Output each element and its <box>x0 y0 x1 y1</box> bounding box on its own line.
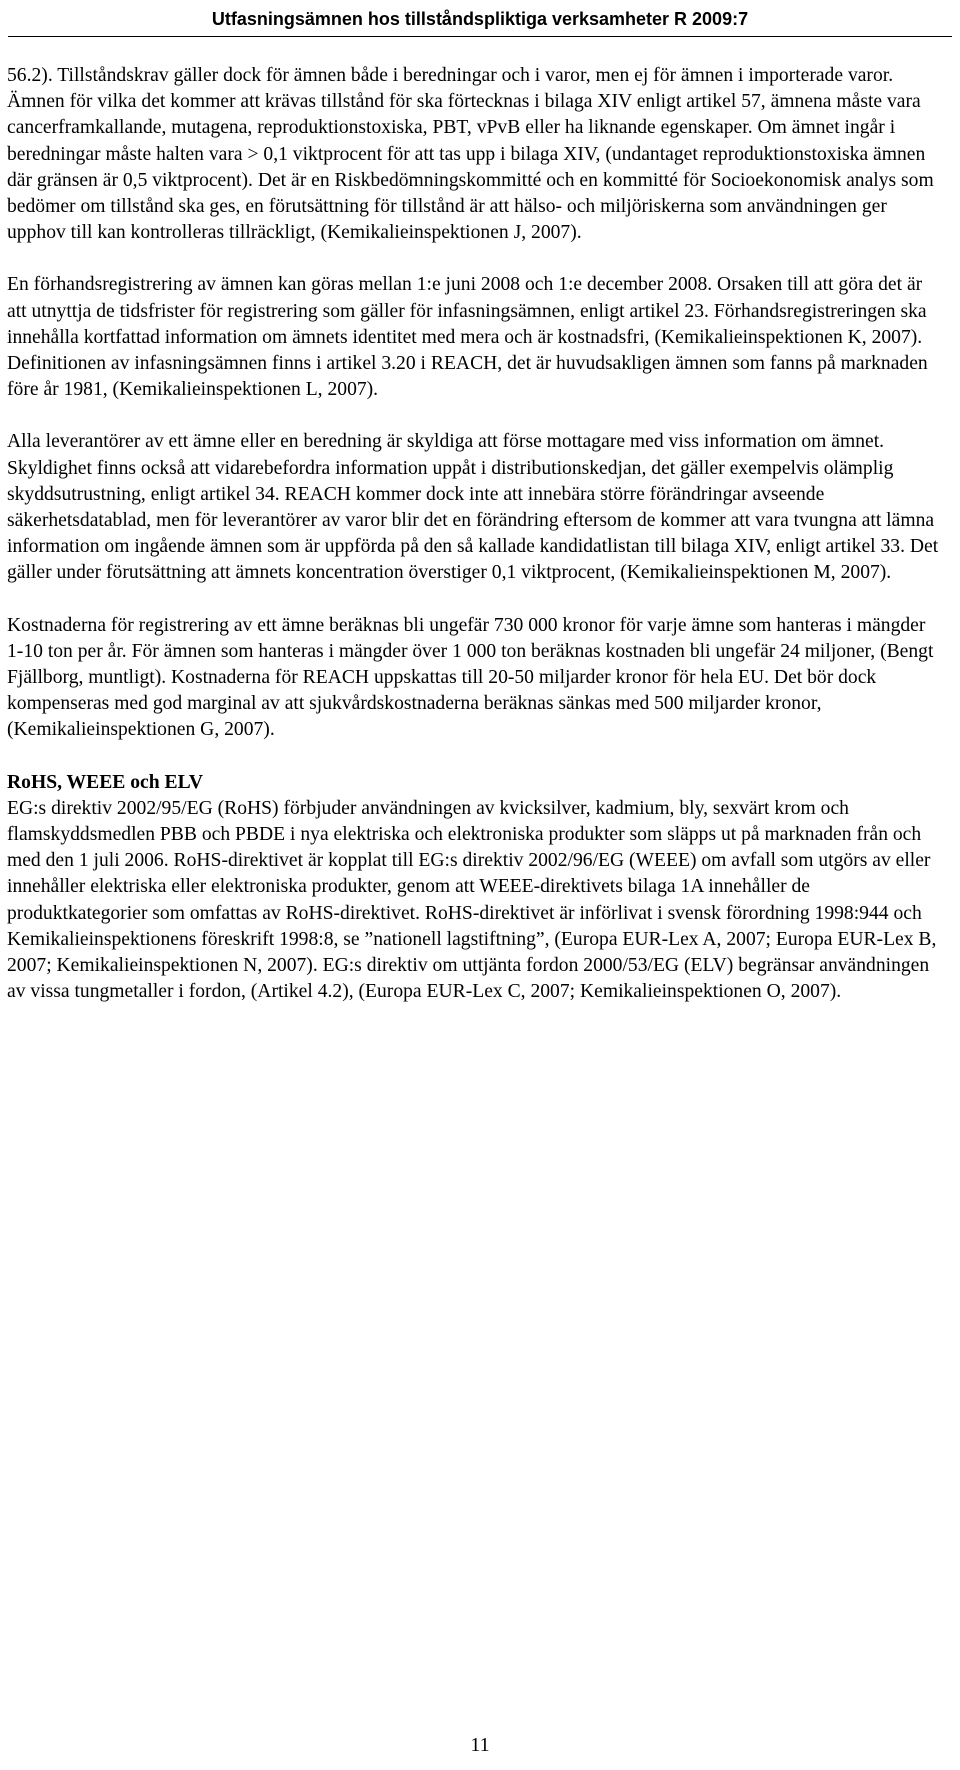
paragraph-supplier-information: Alla leverantörer av ett ämne eller en beredning är skyldiga att förse mottagare med viss information om ämnet. Skyldighet finns också att vidarebefordra information uppåt i distributionskedjan, det gäller exempelvis olämplig skyddsutrustning, enligt artikel 34. REACH kommer dock inte att innebära större förändringar avseende säkerhetsdatablad, men för leverantörer av varor blir det en förändring eftersom de kommer att vara tvungna att lämna information om ingående ämnen som är uppförda på den så kallade kandidatlistan till bilaga XIV, enligt artikel 33. Det gäller under förutsättning att ämnets koncentration överstiger 0,1 viktprocent, (Kemikalieinspektionen M, 2007). <box>7 431 939 584</box>
paragraph-rohs-weee-elv: EG:s direktiv 2002/95/EG (RoHS) förbjuder användningen av kvicksilver, kadmium, bly, sexvärt krom och flamskyddsmedlen PBB och PBDE i nya elektriska och elektroniska produkter som släpps ut på marknaden från och med den 1 juli 2006. RoHS-direktivet är kopplat till EG:s direktiv 2002/96/EG (WEEE) om avfall som utgörs av eller innehåller elektriska eller elektroniska produkter, genom att WEEE-direktivets bilaga 1A innehåller de produktkategorier som omfattas av RoHS-direktivet. RoHS-direktivet är införlivat i svensk förordning 1998:944 och Kemikalieinspektionens föreskrift 1998:8, se ”nationell lagstiftning”, (Europa EUR-Lex A, 2007; Europa EUR-Lex B, 2007; Kemikalieinspektionen N, 2007). EG:s direktiv om uttjänta fordon 2000/53/EG (ELV) begränsar användningen av vissa tungmetaller i fordon, (Artikel 4.2), (Europa EUR-Lex C, 2007; Kemikalieinspektionen O, 2007). <box>7 797 937 1003</box>
paragraph-authorisation: 56.2). Tillståndskrav gäller dock för ämnen både i beredningar och i varor, men ej för ämnen i importerade varor. Ämnen för vilka det kommer att krävas tillstånd för ska förtecknas i bilaga XIV enligt artikel 57, ämnena måste vara cancerframkallande, mutagena, reproduktionstoxiska, PBT, vPvB eller ha liknande egenskaper. Om ämnet ingår i beredningar måste halten vara > 0,1 viktprocent för att tas upp i bilaga XIV, (undantaget reproduktionstoxiska ämnen där gränsen är 0,5 viktprocent). Det är en Riskbedömningskommitté och en kommitté för Socioekonomisk analys som bedömer om tillstånd ska ges, en förutsättning för tillstånd är att hälso- och miljöriskerna som användningen ger upphov till kan kontrolleras tillräckligt, (Kemikalieinspektionen J, 2007). <box>7 65 934 244</box>
section-heading: RoHS, WEEE och ELV <box>7 771 204 793</box>
header-divider <box>8 36 952 37</box>
paragraph-preregistration: En förhandsregistrering av ämnen kan göras mellan 1:e juni 2008 och 1:e december 2008. Orsaken till att göra det är att utnyttja de tidsfrister för registrering som gäller för infasningsämnen, enligt artikel 23. Förhandsregistreringen ska innehålla kortfattad information om ämnets identitet med mera och är kostnadsfri, (Kemikalieinspektionen K, 2007). Definitionen av infasningsämnen finns i artikel 3.20 i REACH, det är huvudsakligen ämnen som fanns på marknaden före år 1981, (Kemikalieinspektionen L, 2007). <box>7 274 928 401</box>
running-header: Utfasningsämnen hos tillståndspliktiga verksamheter R 2009:7 <box>211 9 749 29</box>
page-number: 11 <box>470 1734 490 1756</box>
paragraph-registration-costs: Kostnaderna för registrering av ett ämne beräknas bli ungefär 730 000 kronor för varje ämne som hanteras i mängder 1-10 ton per år. För ämnen som hanteras i mängder över 1 000 ton beräknas kostnaden bli ungefär 24 miljoner, (Bengt Fjällborg, muntligt). Kostnaderna för REACH uppskattas till 20-50 miljarder kronor för hela EU. Det bör dock kompenseras med god marginal av att sjukvårdskostnaderna beräknas sänkas med 500 miljarder kronor, (Kemikalieinspektionen G, 2007). <box>7 614 934 741</box>
document-body <box>7 63 942 1032</box>
